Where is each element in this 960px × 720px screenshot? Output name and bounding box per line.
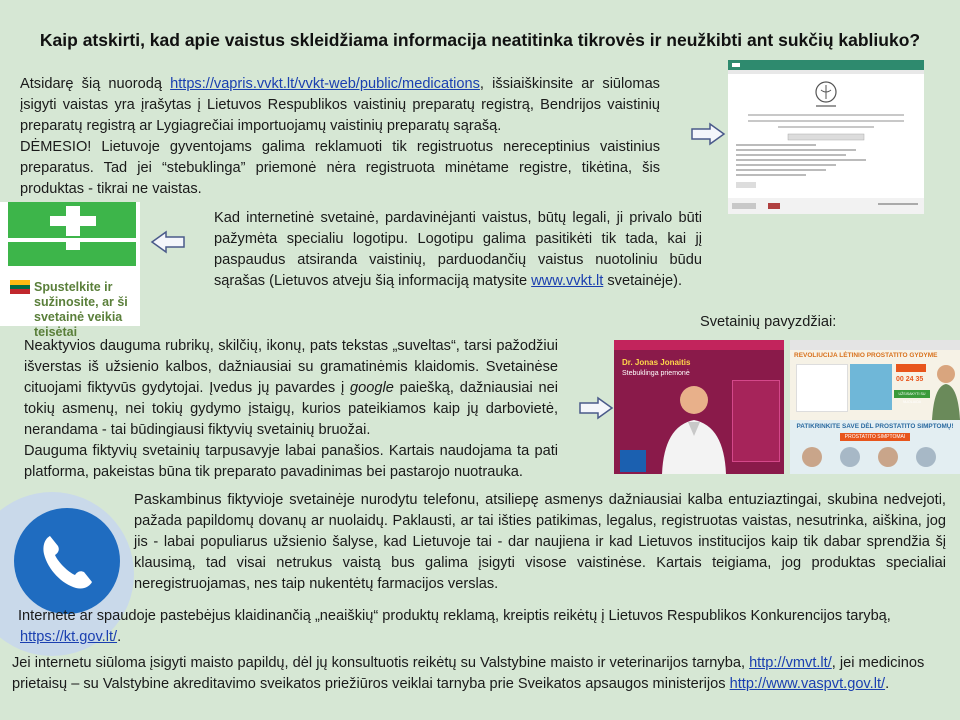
site2-timer-m: 24 <box>905 376 914 383</box>
fake-sites-block <box>24 336 558 483</box>
registry-paragraph <box>20 74 660 137</box>
site2-timer-h: 00 <box>896 376 904 383</box>
registry-screenshot <box>728 60 924 214</box>
registry-text-end: , išsiaiškinsite ar siūlomas įsigyti vaistas yra įrašytas į Lietuvos Respublikos vaistinių preparatų registrą, Bendrijos vaistinių preparatų registrą ar Lygiagrečiai importuojamų vaistinių preparatų sąrašą. <box>20 76 660 134</box>
site1-header <box>614 340 784 350</box>
example-site-1 <box>614 340 784 474</box>
supplements-text-start: Jei internetu siūloma įsigyti maisto papildų, dėl jų konsultuotis reikėtų su Valstybine maisto ir veterinarijos tarnyba, <box>12 655 750 671</box>
google-word: google <box>349 380 394 396</box>
lithuania-flag-icon <box>10 280 30 294</box>
warning-paragraph: DĖMESIO! Lietuvoje gyventojams galima reklamuoti tik registruotus nereceptinius vaistinius preparatus. Tad jei “stebuklinga” priemonė nėra registruota minėtame registre, tikėtina, šis produktas - tikrai ne vaistas. <box>20 139 660 197</box>
site1-subtitle: Stebuklinga priemonė <box>622 370 690 377</box>
man-photo <box>930 360 960 420</box>
logo-cross-stem <box>66 242 80 250</box>
competition-council-text: Internete ar spaudoje pastebėjus klaidinančią „neaiškių“ produktų reklamą, kreiptis reikėtų į Lietuvos Respublikos Konkurencijos tarybą, <box>18 608 891 624</box>
doctor-photo <box>654 376 734 474</box>
fake-sites-paragraph <box>24 336 558 441</box>
phone-call-block <box>134 490 946 595</box>
site2-timer-s: 35 <box>915 376 924 383</box>
vvkt-link[interactable]: www.vvkt.lt <box>531 273 604 289</box>
registry-text-start: Atsidarę šią nuorodą <box>20 76 171 92</box>
supplements-paragraph <box>12 653 948 695</box>
logo-bottom-band <box>8 242 136 266</box>
logo-text-start: Kad internetinė svetainė, pardavinėjanti vaistus, būtų legali, ji privalo būti pažymėta specialiu logotipu. Logotipu galima pasitikėti tik tada, kai jį paspaudus atsiranda vaistinių, parduodančių vaistus nuotoliniu būdu sąrašas (Lietuvos atveju šią informaciją matysite <box>214 210 702 289</box>
supplements-text-end: . <box>885 676 890 692</box>
kt-link[interactable]: https://kt.gov.lt/ <box>20 629 118 645</box>
logo-top-band <box>8 202 136 238</box>
example-site-2 <box>790 340 960 474</box>
arrow-left-icon <box>150 230 186 254</box>
registry-info-block <box>20 74 660 200</box>
site2-symptom-icons <box>798 444 952 470</box>
phone-icon <box>14 508 120 614</box>
site2-check-title: PATIKRINKITE SAVE DĖL PROSTATITO SIMPTOMŲ! <box>796 423 954 430</box>
site2-topbar <box>790 340 960 350</box>
phone-call-paragraph: Paskambinus fiktyvioje svetainėje nurodytu telefonu, atsiliepę asmenys dažniausiai kalba entuziaztingai, skubina nedvejoti, pažada papildomų dovanų ar nuolaidų. Paklausti, ar tai išties patikimas, legalus, registruotas vaistas, nesutrinka, aiškina, jog jis - labai populiarus užsienio šalyse, kad Lietuvoje tai - dar naujiena ir kad Lietuvos institucijos kaip tik dabar sprendžia šį klausimą, tad visai netrukus vaistą bus galima įsigyti visose vaistinėse. Kartais teigiama, jog produktas specialiai neregistruojamas, nes taip nukentėtų farmacijos verslas. <box>134 492 946 592</box>
phone-circle <box>14 508 120 614</box>
vmvt-link[interactable]: http://vmvt.lt/ <box>749 655 832 671</box>
logo-caption: Spustelkite ir sužinosite, ar ši svetainė veikia teisėtai <box>34 280 128 339</box>
site2-banner: REVOLIUCIJA LĖTINIO PROSTATITO GYDYME <box>794 352 938 359</box>
fake-sites-text-start: Neaktyvios dauguma rubrikų, skilčių, ikonų, pats tekstas „suveltas“, tarsi pažodžiui išverstas iš užsienio kalbos, dažniausiai su gramatinėmis klaidomis. Svetainėse cituojami fiktyvūs gydytojai. Įvedus jų pavardes į <box>24 338 558 396</box>
page-title: Kaip atskirti, kad apie vaistus skleidžiama informacija neatitinka tikrovės ir neužkibti ant sukčių kabliuko? <box>39 30 921 50</box>
site2-list <box>796 364 848 412</box>
site1-doctor-name: Dr. Jonas Jonaitis <box>622 358 691 367</box>
examples-title: Svetainių pavyzdžiai: <box>700 314 837 330</box>
footer-block <box>12 606 948 695</box>
site1-sidebar <box>732 380 780 462</box>
logo-info-block <box>214 208 702 292</box>
registry-screenshot-image <box>728 60 924 214</box>
site2-offer-label <box>896 364 926 372</box>
arrow-right-icon <box>690 122 726 146</box>
site2-product-image <box>850 364 892 410</box>
registry-link[interactable]: https://vapris.vvkt.lt/vvkt-web/public/medications <box>170 76 480 92</box>
site2-order-button[interactable]: UŽSISAKYTI SU NUOLAIDA <box>894 390 930 398</box>
legal-pharmacy-logo[interactable] <box>0 202 140 339</box>
site2-symptoms-label: PROSTATITO SIMPTOMAI <box>840 433 910 441</box>
similar-sites-paragraph: Dauguma fiktyvių svetainių tarpusavyje labai panašios. Kartais naudojama ta pati platforma, pakeistas būna tik preparato pavadinimas bei pastarojo nuotrauka. <box>24 443 558 480</box>
competition-council-paragraph <box>18 606 948 648</box>
arrow-right-icon <box>578 396 614 420</box>
logo-cross-vertical <box>66 206 80 236</box>
logo-text-end: svetainėje). <box>603 273 682 289</box>
fake-sites-text-mid: paiešką, dažniausiai nei tokių asmenų, nei tokių gydymo įstaigų, kurios pateikiamos kaip jų darbovietė, nerandama - tai būdingiausi fiktyvių svetainių bruožai. <box>24 380 558 438</box>
logo-paragraph <box>214 208 702 292</box>
competition-council-end: . <box>117 629 122 645</box>
supplements-text-mid: , jei medicinos prietaisų – su Valstybine akreditavimo sveikatos priežiūros veiklai tarnyba prie Sveikatos apsaugos ministerijos <box>12 655 925 692</box>
vaspvt-link[interactable]: http://www.vaspvt.gov.lt/ <box>729 676 886 692</box>
site1-product-box <box>620 450 646 472</box>
